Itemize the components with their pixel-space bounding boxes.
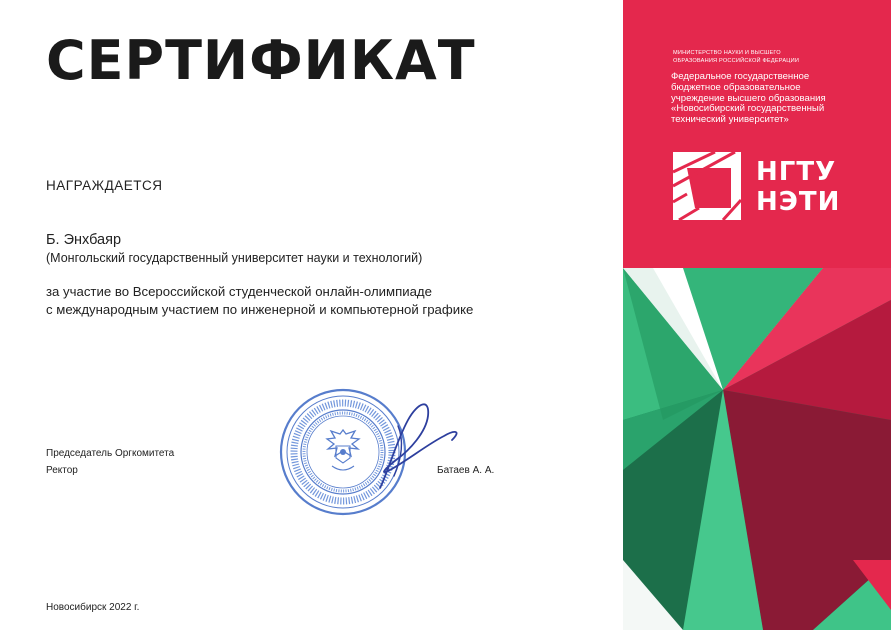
official-round-seal-icon — [268, 380, 468, 520]
ministry-name — [673, 49, 799, 65]
award-reason-line: за участие во Всероссийской студенческой онлайн-олимпиаде — [46, 284, 432, 299]
nstu-square-logo-icon — [673, 152, 741, 220]
university-line: учреждение высшего образования — [671, 92, 826, 104]
certificate-title: СЕРТИФИКАТ — [46, 29, 476, 92]
signatory-role-chair: Председатель Оргкомитета — [46, 448, 175, 459]
university-line: «Новосибирский государственный — [671, 103, 825, 115]
place-date: Новосибирск 2022 г. — [46, 602, 140, 613]
university-line: бюджетное образовательное — [671, 81, 801, 93]
awarded-label: НАГРАЖДАЕТСЯ — [46, 178, 163, 193]
university-line: технический университет» — [671, 114, 789, 126]
award-reason — [46, 283, 473, 319]
award-reason-line: с международным участием по инженерной и компьютерной графике — [46, 302, 474, 317]
logo-wordmark-line-2: НЭТИ — [756, 187, 841, 217]
university-full-name — [671, 72, 826, 126]
recipient-name: Б. Энхбаяр — [46, 232, 122, 248]
ministry-line: ОБРАЗОВАНИЯ РОССИЙСКОЙ ФЕДЕРАЦИИ — [673, 58, 800, 64]
ministry-line: МИНИСТЕРСТВО НАУКИ И ВЫСШЕГО — [673, 50, 781, 56]
signatory-name: Батаев А. А. — [437, 465, 495, 476]
recipient-affiliation: (Монгольский государственный университет науки и технологий) — [46, 251, 423, 265]
logo-wordmark-line-1: НГТУ — [756, 157, 837, 187]
university-line: Федеральное государственное — [671, 71, 810, 82]
signatory-role-rector: Ректор — [46, 465, 78, 476]
